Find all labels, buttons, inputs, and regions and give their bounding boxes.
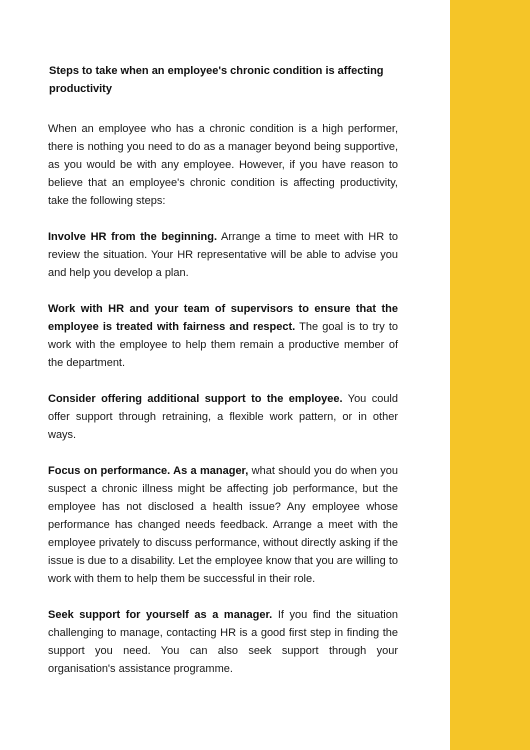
step-lead: Focus on performance. As a manager,: [48, 465, 249, 477]
step-paragraph-work-with-hr: [48, 300, 398, 372]
step-lead: Consider offering additional support to the employee.: [48, 393, 343, 405]
yellow-side-bar: [450, 0, 530, 750]
step-paragraph-focus-performance: [48, 462, 398, 588]
step-body: You could offer support through retraining, a flexible work pattern, or in other ways.: [48, 393, 398, 441]
step-body: The goal is to try to work with the employee to help them remain a productive member of the department.: [48, 321, 398, 369]
step-body: Arrange a time to meet with HR to review the situation. Your HR representative will be able to advise you and help you develop a plan.: [48, 231, 398, 279]
step-lead: Involve HR from the beginning.: [48, 231, 217, 243]
intro-paragraph: When an employee who has a chronic condition is a high performer, there is nothing you need to do as a manager beyond being supportive, as you would be with any employee. However, if you have reason to believe that an employee's chronic condition is affecting productivity, take the following steps:: [48, 123, 398, 207]
step-body: If you find the situation challenging to manage, contacting HR is a good first step in finding the support you need. You can also seek support through your organisation's assistance programme.: [48, 609, 398, 675]
step-paragraph-involve-hr: [48, 228, 398, 282]
document-body: [48, 62, 398, 696]
section-heading: Steps to take when an employee's chronic condition is affecting productivity: [49, 65, 384, 95]
step-paragraph-seek-support: [48, 606, 398, 678]
step-paragraph-additional-support: [48, 390, 398, 444]
step-lead: Work with HR and your team of supervisors to ensure that the employee is treated with fairness and respect.: [48, 303, 398, 333]
step-lead: Seek support for yourself as a manager.: [48, 609, 273, 621]
step-body: what should you do when you suspect a chronic illness might be affecting job performance, but the employee has not disclosed a health issue? Any employee whose performance has changed needs feedback. Arrange a meet with the employee privately to discuss performance, without directly asking if the issue is due to a disability. Let the employee know that you are willing to work with them to help them be successful in their role.: [48, 465, 398, 585]
